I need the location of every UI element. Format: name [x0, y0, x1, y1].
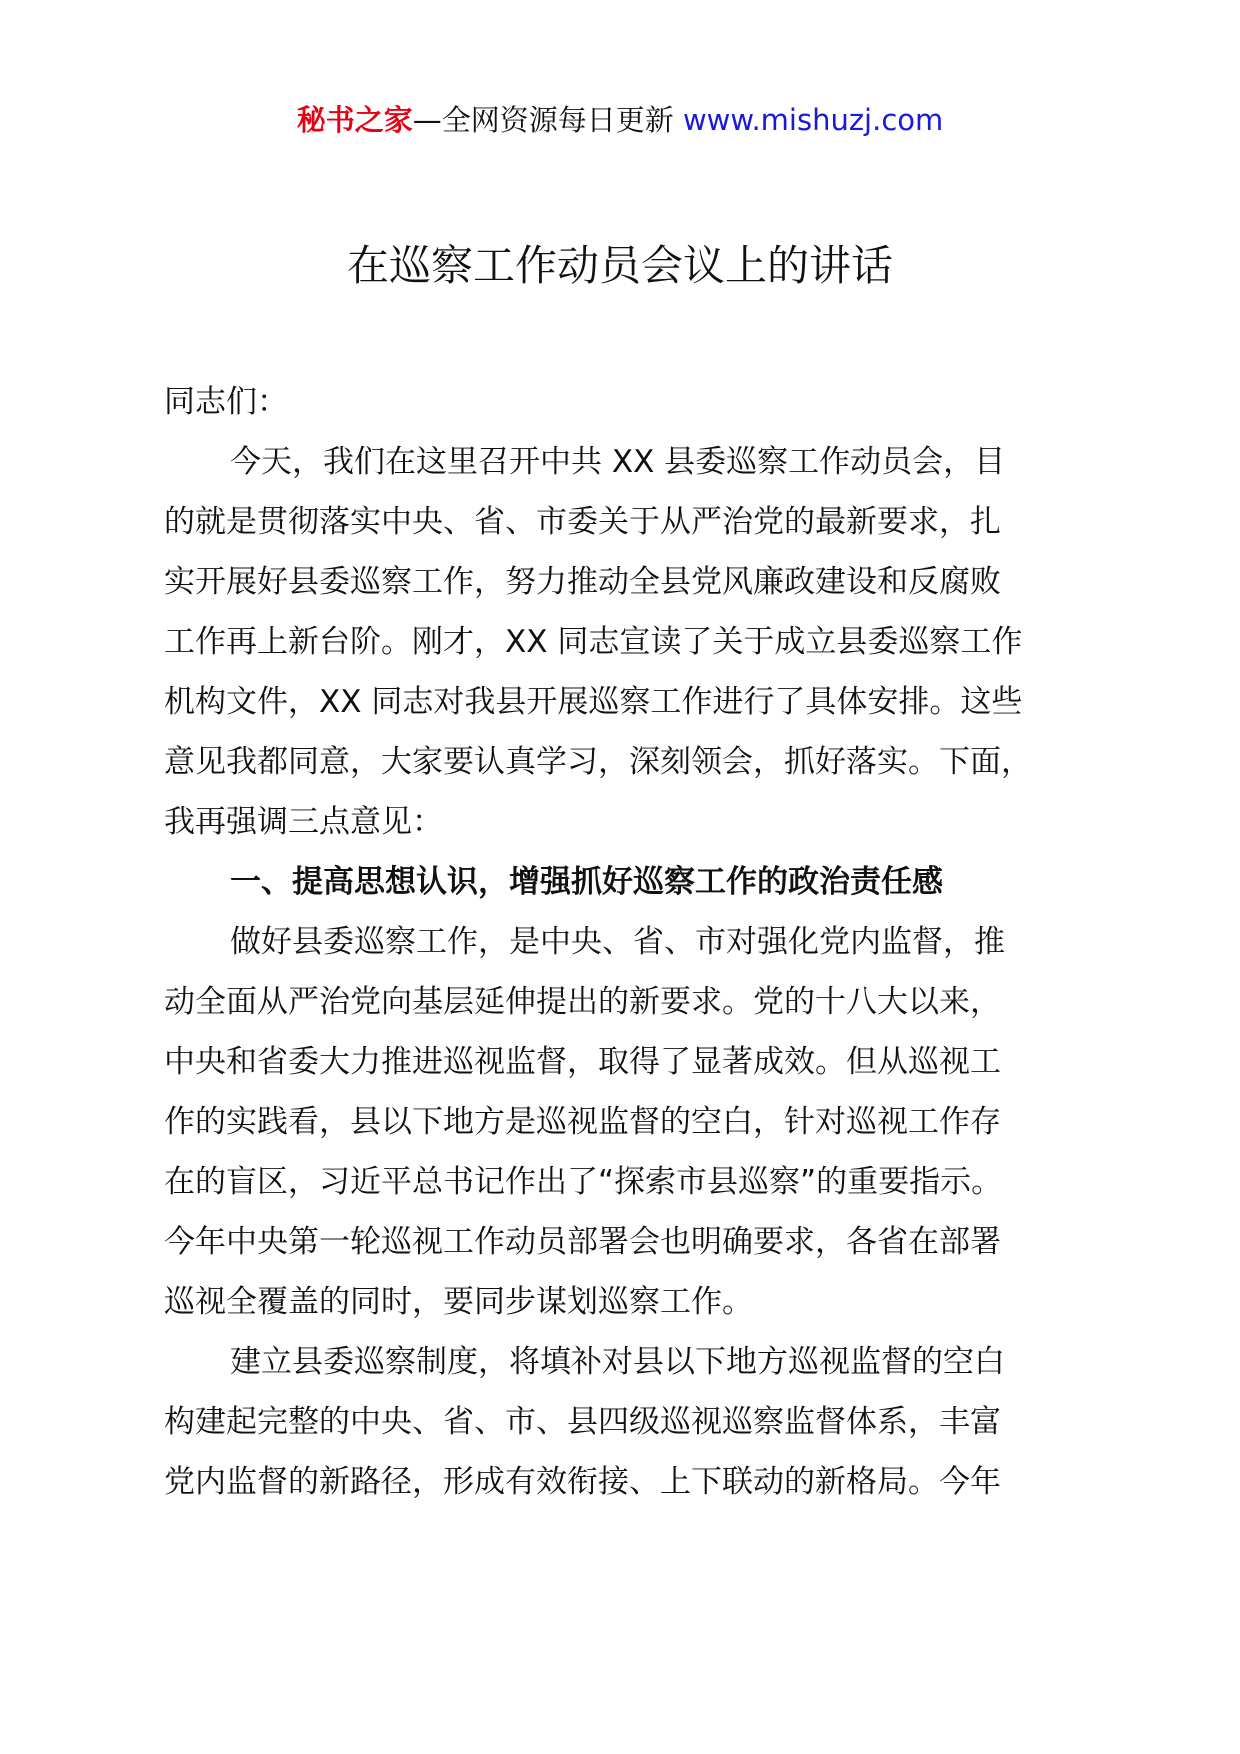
site-header [0, 100, 1240, 140]
paragraph-line: 工作再上新台阶。刚才，XX 同志宣读了关于成立县委巡察工作 [164, 624, 1023, 660]
paragraph-line: 意见我都同意，大家要认真学习，深刻领会，抓好落实。下面， [164, 744, 1032, 780]
document-body [164, 372, 1124, 1512]
paragraph-line: 构建起完整的中央、省、市、县四级巡视巡察监督体系，丰富 [164, 1404, 1001, 1440]
site-url-link[interactable]: www.mishuzj.com [682, 103, 944, 137]
section-heading: 一、提高思想认识，增强抓好巡察工作的政治责任感 [230, 864, 943, 900]
site-tagline: —全网资源每日更新 [412, 103, 683, 137]
paragraph-line: 我再强调三点意见： [164, 804, 443, 840]
paragraph-line: 的就是贯彻落实中央、省、市委关于从严治党的最新要求，扎 [164, 504, 1001, 540]
document-title: 在巡察工作动员会议上的讲话 [346, 241, 893, 290]
paragraph-line: 在的盲区，习近平总书记作出了“探索市县巡察”的重要指示。 [164, 1164, 1003, 1200]
paragraph-line: 建立县委巡察制度，将填补对县以下地方巡视监督的空白 [230, 1344, 1005, 1380]
paragraph-line: 机构文件，XX 同志对我县开展巡察工作进行了具体安排。这些 [164, 684, 1023, 720]
site-brand: 秘书之家 [296, 103, 413, 137]
paragraph-line: 作的实践看，县以下地方是巡视监督的空白，针对巡视工作存 [164, 1104, 1001, 1140]
paragraph-line: 动全面从严治党向基层延伸提出的新要求。党的十八大以来， [164, 984, 1001, 1020]
paragraph-line: 巡视全覆盖的同时，要同步谋划巡察工作。 [164, 1284, 753, 1320]
paragraph-line: 做好县委巡察工作，是中央、省、市对强化党内监督，推 [230, 924, 1005, 960]
paragraph-line: 党内监督的新路径，形成有效衔接、上下联动的新格局。今年 [164, 1464, 1001, 1500]
paragraph-line: 今年中央第一轮巡视工作动员部署会也明确要求，各省在部署 [164, 1224, 1001, 1260]
paragraph-line: 今天，我们在这里召开中共 XX 县委巡察工作动员会，目 [230, 444, 1006, 480]
salutation: 同志们： [164, 384, 288, 420]
paragraph-line: 中央和省委大力推进巡视监督，取得了显著成效。但从巡视工 [164, 1044, 1001, 1080]
paragraph-line: 实开展好县委巡察工作，努力推动全县党风廉政建设和反腐败 [164, 564, 1001, 600]
